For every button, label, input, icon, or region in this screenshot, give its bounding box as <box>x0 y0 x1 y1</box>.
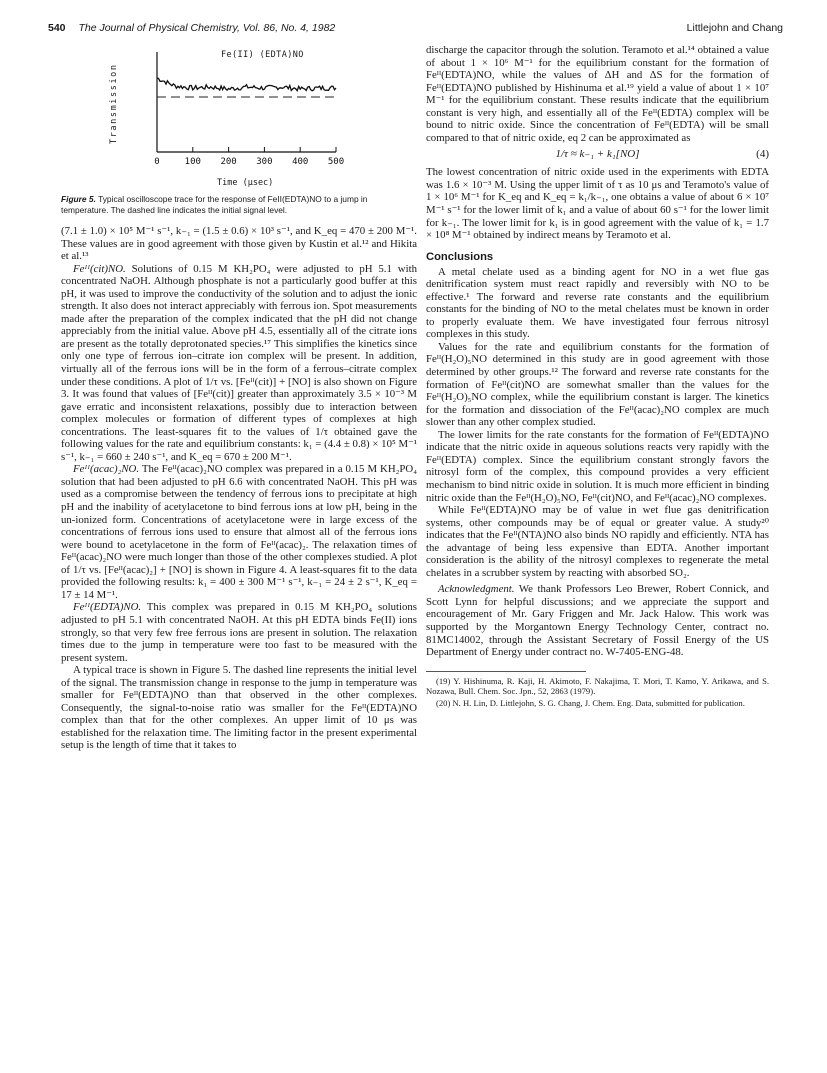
equation-body: 1/τ ≈ k₋₁ + k₁[NO] <box>555 148 640 161</box>
paragraph: The lower limits for the rate constants for the formation of Feᴵᴵ(EDTA)NO indicate that the nitric oxide in aqueous solutions reacts very rapidly with the Feᴵᴵ(EDTA) complex. Since the equilibrium constant strongly favors the nitrosyl form of the complex, this compound provides a very efficient mechanism to bind nitric oxide in solution. It is much more efficient in binding nitric oxide than the Feᴵᴵ(H₂O)₅NO, Feᴵᴵ(cit)NO, and Feᴵᴵ(acac)₂NO complexes. <box>426 428 769 504</box>
x-tick-label: 500 <box>327 157 345 167</box>
run-in-heading: Acknowledgment. <box>438 583 515 596</box>
paragraph-text: This complex was prepared in 0.15 M KH₂PO₄ solutions adjusted to pH 5.1 with concentrated NaOH. At this pH EDTA binds Fe(II) ions strongly, so that very few free ferrous ions are present in solution. The relaxation times due to the jump in temperature were too fast to be measured with the present system. <box>61 601 417 664</box>
run-in-heading: Feᴵᴵ(EDTA)NO. <box>73 601 142 614</box>
oscilloscope-trace-chart <box>61 44 417 178</box>
figure-5 <box>61 44 417 192</box>
signal-trace-line <box>157 78 336 91</box>
x-tick-label: 0 <box>154 157 160 167</box>
figure-caption-text: Typical oscilloscope trace for the response of FeII(EDTA)NO to a jump in temperature. The dashed line indicates the initial signal level. <box>61 194 368 215</box>
x-tick-label: 100 <box>184 157 201 167</box>
paragraph: discharge the capacitor through the solution. Teramoto et al.¹⁴ obtained a value of about 1 × 10⁶ M⁻¹ for the equilibrium constant for the formation of Feᴵᴵ(EDTA)NO, while the values of ΔH and ΔS for the formation of Feᴵᴵ(EDTA)NO published by Hishinuma et al.¹⁹ yield a value of about 1 × 10⁷ M⁻¹ for the equilibrium constant. These results indicate that the equilibrium constant is very high, and essentially all of the Feᴵᴵ(EDTA) complex will be bound to nitric oxide. Since the concentration of Feᴵᴵ(EDTA) will be small compared to that of nitric oxide, eq 2 can be approximated as <box>426 44 769 144</box>
paragraph: A typical trace is shown in Figure 5. The dashed line represents the initial level of the signal. The transmission change in response to the jump in temperature was smaller for Feᴵᴵ(EDTA)NO than that observed in the other complexes. Consequently, the signal-to-noise ratio was smaller for the Feᴵᴵ(EDTA)NO complex than that for the other complexes. An upper limit of 10 μs was established for the relaxation time. The limiting factor in the present experimental setup is the length of time that it takes to <box>61 664 417 752</box>
reference-20: (20) N. H. Lin, D. Littlejohn, S. G. Chang, J. Chem. Eng. Data, submitted for publication. <box>436 698 745 709</box>
reference-19: (19) Y. Hishinuma, R. Kaji, H. Akimoto, F. Nakajima, T. Mori, T. Kamo, Y. Arikawa, and S. Nozawa, Bull. Chem. Soc. Jpn., 52, 2863 (1979). <box>426 675 769 697</box>
run-in-heading: Feᴵᴵ(acac)₂NO. <box>73 463 140 476</box>
paragraph <box>61 463 417 601</box>
equation-number: (4) <box>756 148 769 161</box>
figure-caption-label: Figure 5. <box>61 194 96 204</box>
figure-caption <box>61 194 417 215</box>
acknowledgment <box>426 583 769 658</box>
figure-y-axis-label: Transmission <box>109 63 119 144</box>
paragraph <box>61 601 417 664</box>
journal-citation: The Journal of Physical Chemistry, Vol. 86, No. 4, 1982 <box>78 22 336 34</box>
paragraph: Values for the rate and equilibrium constants for the formation of Feᴵᴵ(H₂O)₅NO determined in this study are in good agreement with those determined by other groups.¹² The forward and reverse rate constants for the formation of Feᴵᴵ(cit)NO are somewhat smaller than the values for the Feᴵᴵ(H₂O)₅NO complex, while the equilibrium constant is larger. The kinetics for the formation and dissociation of the Feᴵᴵ(acac)₂NO complex are much slower than any other complex studied. <box>426 340 769 429</box>
figure-x-axis-label: Time (μsec) <box>217 178 274 188</box>
paragraph-text: Solutions of 0.15 M KH₂PO₄ were adjusted to pH 5.1 with concentrated NaOH. Although phosphate is not a particularly good buffer at this pH, it was used to improve the conductivity of the solution and to adjust the ionic strength. It also does not interact appreciably with ferrous ion. Spot measurements made after the preparation of the complex indicated that the pH did not change appreciably from the initial value. Above pH 4.5, essentially all of the citrate ions are present as the totally deprotonated species.¹⁷ This simplifies the kinetics since only one type of ferrous ion–citrate ion complex will be present. In addition, virtually all of the ferrous ions will be in the form of a ferrous–citrate complex under these conditions. A plot of 1/τ vs. [Feᴵᴵ(cit)] + [NO] is also shown on Figure 3. It was found that values of [Feᴵᴵ(cit)] greater than approximately 3.5 × 10⁻³ M gave erratic and inconsistent relaxations, possibly due to interaction between complex molecules or formation of different types of complexes at high concentrations. The least-squares fit to the values of 1/τ obtained gave the following values for the rate and equilibrium constants: k₁ = (4.4 ± 0.8) × 10⁵ M⁻¹ s⁻¹, k₋₁ = 660 ± 240 s⁻¹, and K_eq = 670 ± 200 M⁻¹. <box>61 262 417 463</box>
page-header <box>48 22 783 38</box>
x-tick-label: 300 <box>256 157 273 167</box>
paragraph: While Feᴵᴵ(EDTA)NO may be of value in wet flue gas denitrification systems, other compounds may be of equal or greater value. A study²⁰ indicates that the Feᴵᴵ(NTA)NO also binds NO rapidly and efficiently. NTA has the advantage of being less expensive than EDTA. Another important consideration is the ability of the nitrosyl complexes to regenerate the metal chelates in a scrubber system by reacting with absorbed SO₂. <box>426 504 769 579</box>
paragraph: (7.1 ± 1.0) × 10⁵ M⁻¹ s⁻¹, k₋₁ = (1.5 ± 0.6) × 10³ s⁻¹, and K_eq = 470 ± 200 M⁻¹. These values are in good agreement with those given by Kustin et al.¹² and Hikita et al.¹³ <box>61 225 417 263</box>
section-heading: Conclusions <box>426 250 494 263</box>
x-tick-label: 400 <box>292 157 309 167</box>
paragraph-text: The Feᴵᴵ(acac)₂NO complex was prepared in a 0.15 M KH₂PO₄ solution that had been adjusted to pH 6.6 with concentrated NaOH. This pH was used as a compromise between the tendency of ferrous ions to precipitate at high pH and the inability of acetylacetone to bind ferrous ions at low pH, being in the un-ionized form. Concentrations of acetylacetone were in large excess of the concentrations of ferrous ions used to ensure that almost all of the ferrous ions were bound to acetylacetone in the form of Feᴵᴵ(acac)₂. The relaxation times of Feᴵᴵ(acac)₂NO were much longer than those of the other complexes studied. A plot of 1/τ vs. [Feᴵᴵ(acac)₂] + [NO] is shown in Figure 4. A least-squares fit to the data provided the following results: k₁ = 400 ± 300 M⁻¹ s⁻¹, k₋₁ = 24 ± 2 s⁻¹, K_eq = 17 ± 14 M⁻¹. <box>61 463 417 601</box>
left-column <box>61 44 417 752</box>
right-column <box>426 44 769 711</box>
running-authors: Littlejohn and Chang <box>686 22 783 34</box>
paragraph <box>61 263 417 464</box>
references <box>426 676 769 709</box>
x-tick-label: 200 <box>220 157 237 167</box>
paragraph: A metal chelate used as a binding agent for NO in a wet flue gas denitrification system must react rapidly and reversibly with NO to be effective.¹ The forward and reverse rate constants and the equilibrium constants for the binding of NO to the metal chelates must be known in order to properly evaluate them. We have investigated four ferrous nitrosyl complexes in this study. <box>426 265 769 341</box>
paragraph: The lowest concentration of nitric oxide used in the experiments with EDTA was 1.6 × 10⁻³ M. Using the upper limit of τ as 10 μs and Teramoto's value of 1 × 10⁶ M⁻¹ for K_eq and K_eq = k₁/k₋₁, one obtains a value of about 6 × 10⁷ M⁻¹ s⁻¹ for the lower limit of k₁ and a value of about 60 s⁻¹ for the lower limit for k₋₁. The lower limit for k₁ is in good agreement with the value of k₁ = 1.7 × 10⁸ M⁻¹ obtained by indirect means by Teramoto et al. <box>426 166 769 242</box>
equation-4 <box>426 146 769 162</box>
run-in-heading: Feᴵᴵ(cit)NO. <box>73 262 126 275</box>
acknowledgment-text: We thank Professors Leo Brewer, Robert Connick, and Scott Lynn for helpful discussions; and we appreciate the support and encouragement of Mr. Gary Friggen and Mr. Jack Halow. This work was supported by the Morgantown Energy Technology Center, contract no. 81MC14002, through the Assistant Secretary of Fossil Energy of the US Department of Energy under contract no. W-7405-ENG-48. <box>426 583 769 659</box>
page-number: 540 <box>48 22 66 34</box>
figure-title: Fe(II) (EDTA)NO <box>221 50 304 60</box>
